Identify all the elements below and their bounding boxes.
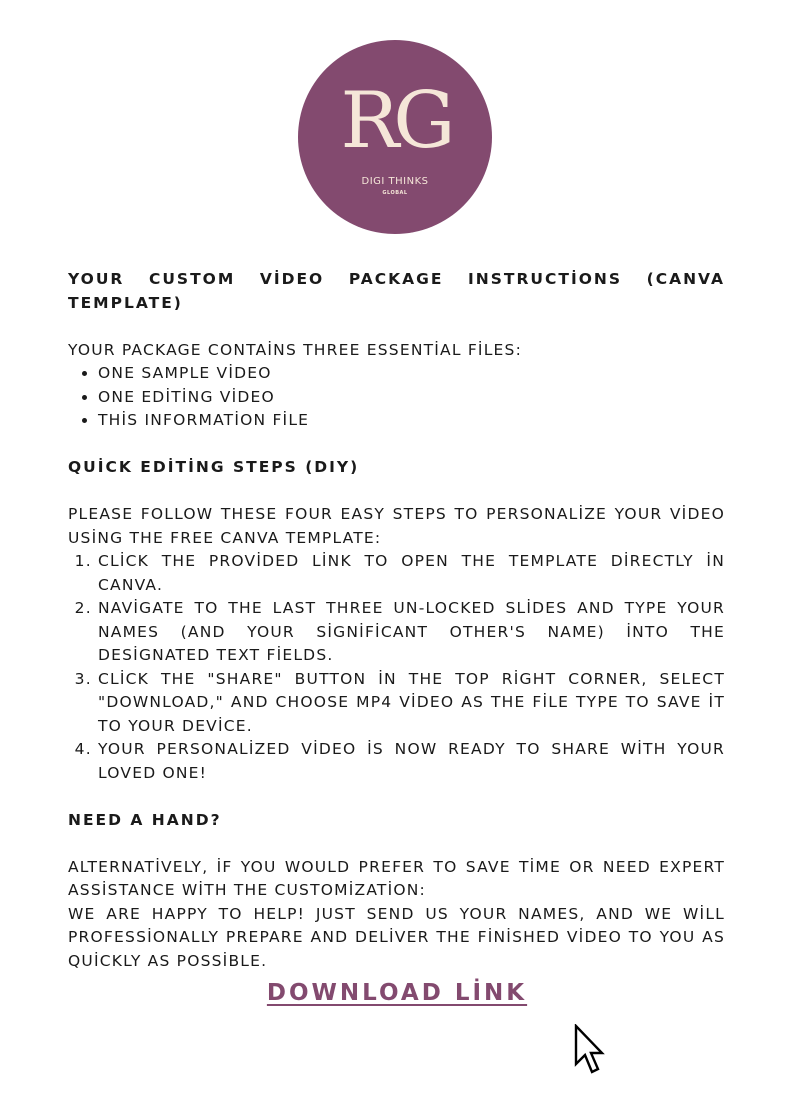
download-link[interactable]: DOWNLOAD LİNK [266, 980, 528, 1006]
document-title-line2: TEMPLATE) [68, 293, 183, 312]
package-intro: YOUR PACKAGE CONTAİNS THREE ESSENTİAL FİLES: [68, 340, 522, 359]
logo-subtitle: GLOBAL [382, 190, 408, 196]
download-link-container [0, 980, 794, 1006]
list-item: • ONE EDİTİNG VİDEO [98, 386, 725, 410]
logo-name: DIGI THINKS [361, 176, 429, 187]
help-text: ALTERNATİVELY, İF YOU WOULD PREFER TO SAVE TİME OR NEED EXPERT ASSİSTANCE WİTH THE CUSTOMİZATİON: [68, 857, 725, 899]
steps-heading: QUİCK EDİTİNG STEPS (DIY) [68, 458, 360, 476]
instructions-document [68, 268, 725, 973]
pointer-cursor-icon [574, 1024, 606, 1078]
step-item: 1. CLİCK THE PROVİDED LİNK TO OPEN THE TEMPLATE DİRECTLY İN CANVA. [98, 550, 725, 597]
step-item: 4. YOUR PERSONALİZED VİDEO İS NOW READY TO SHARE WİTH YOUR LOVED ONE! [98, 738, 725, 785]
help-heading: NEED A HAND? [68, 810, 222, 829]
logo-monogram: RG [340, 76, 450, 166]
document-title-line1: YOUR CUSTOM VİDEO PACKAGE INSTRUCTİONS (CANVA [68, 270, 725, 288]
steps-list [68, 550, 725, 785]
steps-intro: PLEASE FOLLOW THESE FOUR EASY STEPS TO PERSONALİZE YOUR VİDEO USİNG THE FREE CANVA TEMPLATE: [68, 505, 725, 547]
step-item: 2. NAVİGATE TO THE LAST THREE UN-LOCKED SLİDES AND TYPE YOUR NAMES (AND YOUR SİGNİFİCANT OTHER'S NAME) İNTO THE DESİGNATED TEXT FİELDS. [98, 597, 725, 668]
list-item: • ONE SAMPLE VİDEO [98, 362, 725, 386]
brand-logo [298, 40, 492, 234]
list-item: • THİS INFORMATİON FİLE [98, 409, 725, 433]
help-text-2: WE ARE HAPPY TO HELP! JUST SEND US YOUR NAMES, AND WE WİLL PROFESSİONALLY PREPARE AND DELİVER THE FİNİSHED VİDEO TO YOU AS QUİCKLY AS POSSİBLE. [68, 904, 725, 970]
step-item: 3. CLİCK THE "SHARE" BUTTON İN THE TOP RİGHT CORNER, SELECT "DOWNLOAD," AND CHOOSE MP4 VİDEO AS THE FİLE TYPE TO SAVE İT TO YOUR DEVİCE. [98, 668, 725, 739]
package-file-list [68, 362, 725, 433]
